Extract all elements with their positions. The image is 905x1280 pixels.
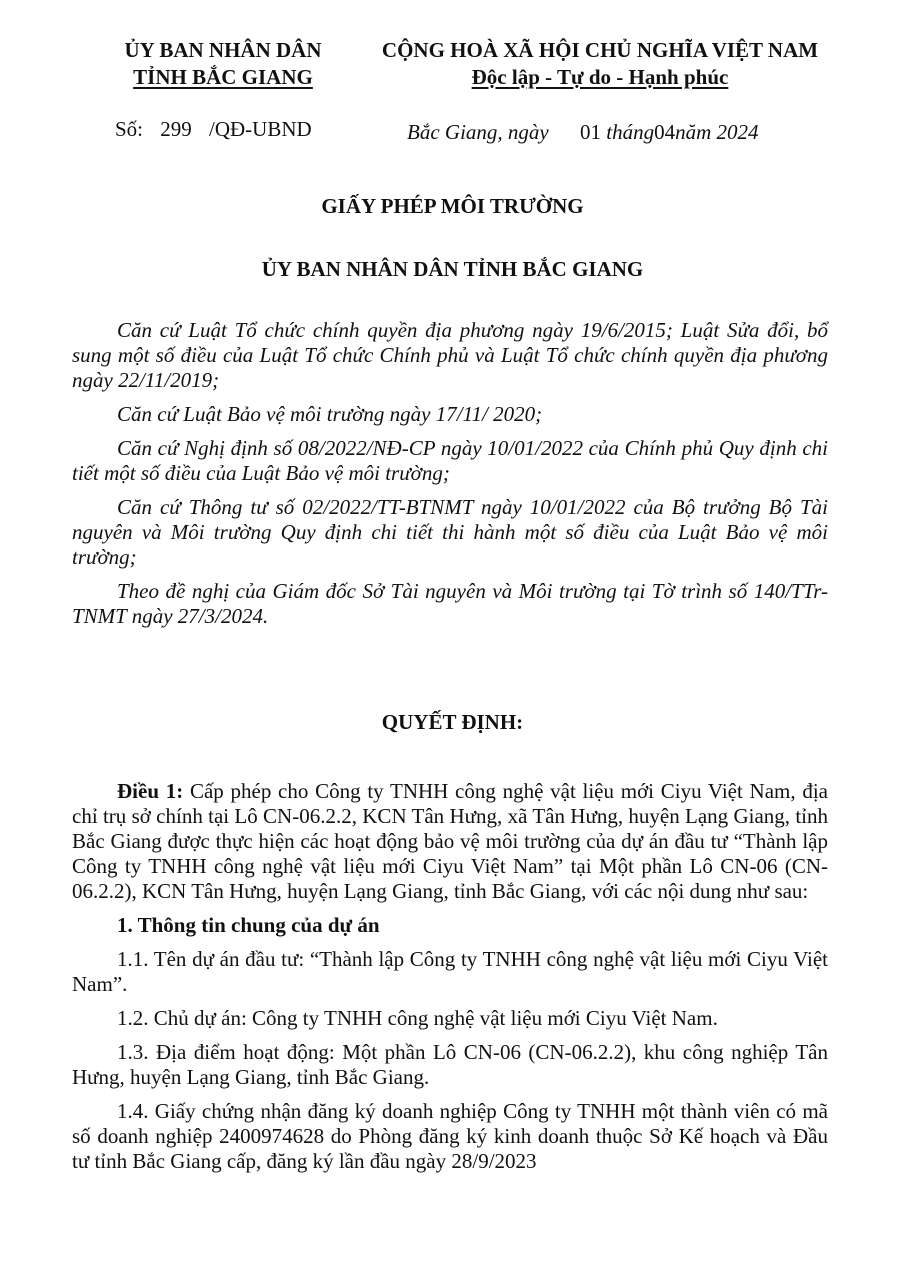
so-number: 299 (160, 117, 192, 141)
article-1-text: Cấp phép cho Công ty TNHH công nghệ vật liệu mới Ciyu Việt Nam, địa chỉ trụ sở chính tại Lô CN-06.2.2, KCN Tân Hưng, xã Tân Hưng, huyện Lạng Giang, tỉnh Bắc Giang được thực hiện các hoạt động bảo vệ môi trường của dự án đầu tư “Thành lập Công ty TNHH công nghệ vật liệu mới Ciyu Việt Nam” tại Một phần Lô CN-06 (CN-06.2.2), KCN Tân Hưng, huyện Lạng Giang, tỉnh Bắc Giang, với các nội dung như sau: (72, 779, 828, 903)
decision-heading: QUYẾT ĐỊNH: (381, 710, 524, 734)
section-item: 1.4. Giấy chứng nhận đăng ký doanh nghiệp Công ty TNHH một thành viên có mã số doanh nghiệp 2400974628 do Phòng đăng ký kinh doanh thuộc Sở Kế hoạch và Đầu tư tỉnh Bắc Giang cấp, đăng ký lần đầu ngày 28/9/2023 (72, 1099, 828, 1173)
document-number (115, 117, 312, 142)
section-item: 1.2. Chủ dự án: Công ty TNHH công nghệ vật liệu mới Ciyu Việt Nam. (117, 1006, 718, 1030)
legal-basis-item: Căn cứ Luật Tổ chức chính quyền địa phương ngày 19/6/2015; Luật Sửa đổi, bổ sung một số điều của Luật Tổ chức Chính phủ và Luật Tổ chức chính quyền địa phương ngày 22/11/2019; (72, 318, 828, 392)
section-1-heading: 1. Thông tin chung của dự án (117, 913, 380, 937)
section-item: 1.3. Địa điểm hoạt động: Một phần Lô CN-06 (CN-06.2.2), khu công nghiệp Tân Hưng, huyện Lạng Giang, tỉnh Bắc Giang. (72, 1040, 828, 1089)
decision-content (72, 779, 828, 1183)
authority-line-1: ỦY BAN NHÂN DÂN (124, 38, 322, 62)
national-motto (360, 37, 840, 91)
date-year: năm 2024 (675, 120, 759, 144)
so-label: Số: (115, 117, 144, 141)
document-title: GIẤY PHÉP MÔI TRƯỜNG (321, 194, 584, 218)
date-month: 04 (654, 120, 676, 144)
legal-basis-item: Căn cứ Nghị định số 08/2022/NĐ-CP ngày 10/01/2022 của Chính phủ Quy định chi tiết một số điều của Luật Bảo vệ môi trường; (72, 436, 828, 485)
issue-date (407, 120, 759, 145)
authority-line-2: TỈNH BẮC GIANG (133, 65, 313, 89)
legal-basis-item: Theo đề nghị của Giám đốc Sở Tài nguyên và Môi trường tại Tờ trình số 140/TTr-TNMT ngày 27/3/2024. (72, 579, 828, 628)
article-1 (72, 779, 828, 904)
so-suffix: /QĐ-UBND (209, 117, 312, 141)
legal-basis (72, 318, 828, 638)
date-thang-label: tháng (606, 120, 655, 144)
issuing-authority (92, 37, 354, 91)
article-1-label: Điều 1: (117, 779, 184, 803)
section-item: 1.1. Tên dự án đầu tư: “Thành lập Công ty TNHH công nghệ vật liệu mới Ciyu Việt Nam”. (72, 947, 828, 996)
nation-name: CỘNG HOÀ XÃ HỘI CHỦ NGHĨA VIỆT NAM (381, 38, 819, 62)
date-day: 01 (579, 120, 601, 144)
legal-basis-item: Căn cứ Luật Bảo vệ môi trường ngày 17/11/ 2020; (117, 402, 543, 426)
issuer-title: ỦY BAN NHÂN DÂN TỈNH BẮC GIANG (261, 257, 644, 281)
legal-basis-item: Căn cứ Thông tư số 02/2022/TT-BTNMT ngày 10/01/2022 của Bộ trưởng Bộ Tài nguyên và Môi trường Quy định chi tiết thi hành một số điều của Luật Bảo vệ môi trường; (72, 495, 828, 569)
motto: Độc lập - Tự do - Hạnh phúc (471, 65, 729, 89)
date-place: Bắc Giang, ngày (407, 120, 549, 144)
